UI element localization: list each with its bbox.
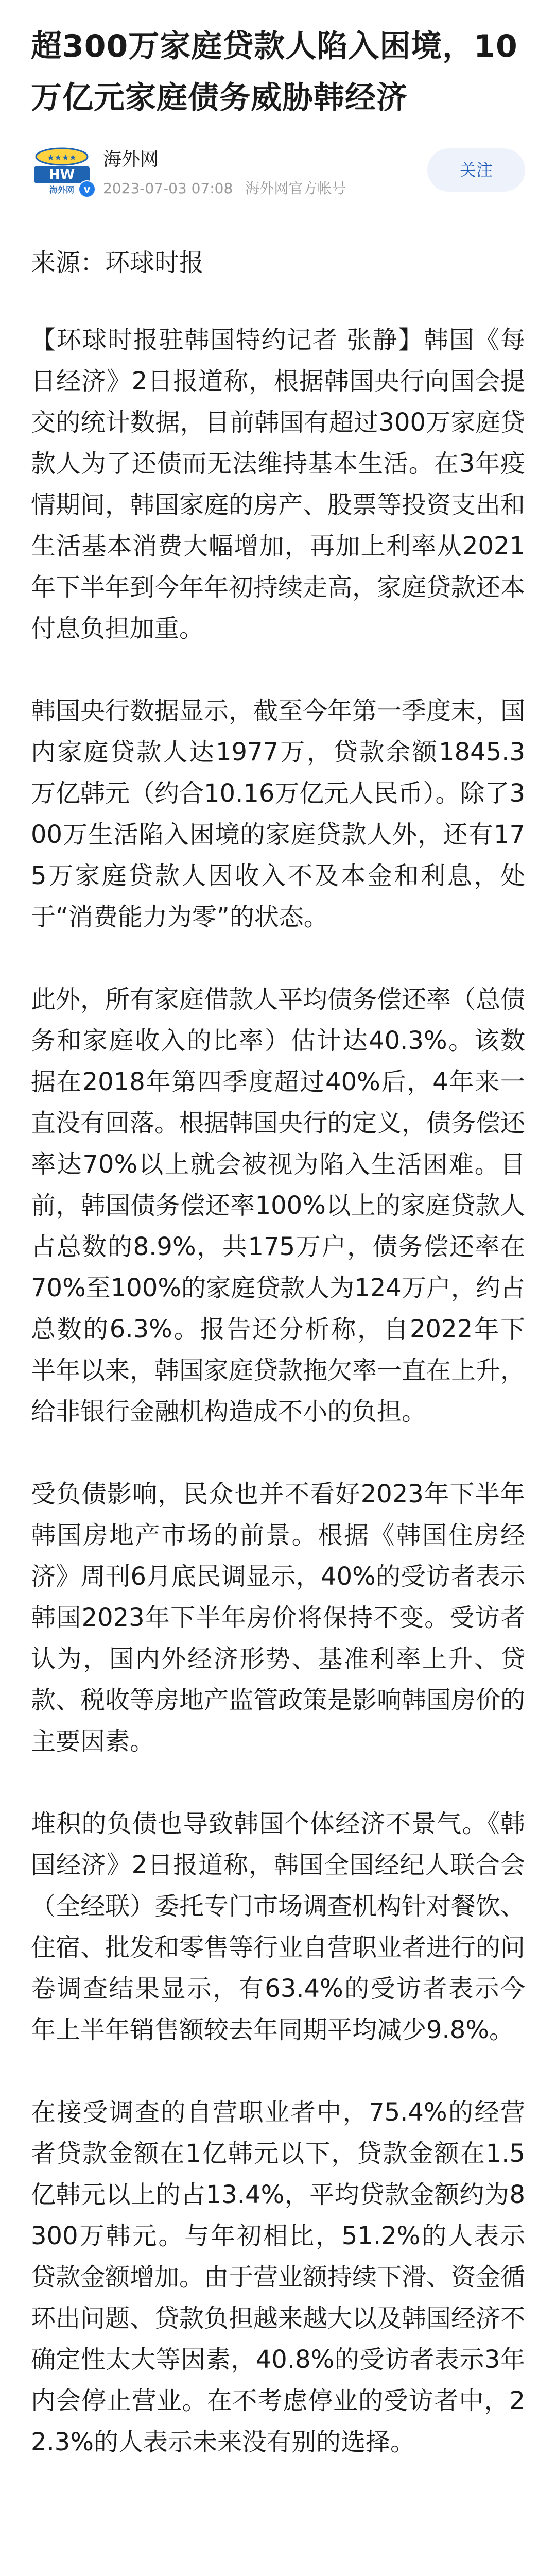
paragraph: 【环球时报驻韩国特约记者 张静】韩国《每日经济》2日报道称，根据韩国央行向国会提交的统计数据，目前韩国有超过300万家庭贷款人为了还债而无法维持基本生活。在3年疫情期间，韩国家庭的房产、股票等投资支出和生活基本消费大幅增加，再加上利率从2021年下半年到今年年初持续走高，家庭贷款还本付息负担加重。: [31, 326, 526, 643]
follow-button[interactable]: 关注: [427, 148, 525, 192]
account-type: 海外网官方帐号: [245, 180, 346, 197]
paragraph: 在接受调查的自营职业者中，75.4%的经营者贷款金额在1亿韩元以下，贷款金额在1.5亿韩元以上的占13.4%，平均贷款金额约为8300万韩元。与年初相比，51.2%的人表示贷款金额增加。由于营业额持续下滑、资金循环出问题、贷款负担越来越大以及韩国经济不确定性太大等因素，40.8%的受访者表示3年内会停止营业。在不考虑停业的受访者中，22.3%的人表示未来没有别的选择。: [31, 2098, 526, 2456]
svg-text:海外网: 海外网: [49, 185, 75, 195]
article-title: 超300万家庭贷款人陷入困境，10万亿元家庭债务威胁韩经济: [31, 28, 518, 116]
paragraph: 此外，所有家庭借款人平均债务偿还率（总债务和家庭收入的比率）估计达40.3%。该数据在2018年第四季度超过40%后，4年来一直没有回落。根据韩国央行的定义，债务偿还率达70%以上就会被视为陷入生活困难。目前，韩国债务偿还率100%以上的家庭贷款人占总数的8.9%，共175万户，债务偿还率在70%至100%的家庭贷款人为124万户，约占总数的6.3%。报告还分析称，自2022年下半年以来，韩国家庭贷款拖欠率一直在上升，给非银行金融机构造成不小的负担。: [31, 985, 526, 1426]
paragraph: 韩国央行数据显示，截至今年第一季度末，国内家庭贷款人达1977万，贷款余额1845.3万亿韩元（约合10.16万亿元人民币）。除了300万生活陷入困境的家庭贷款人外，还有175万家庭贷款人因收入不及本金和利息，处于“消费能力为零”的状态。: [31, 697, 526, 931]
paragraph: 堆积的负债也导致韩国个体经济不景气。《韩国经济》2日报道称，韩国全国经纪人联合会（全经联）委托专门市场调查机构针对餐饮、住宿、批发和零售等行业自营职业者进行的问卷调查结果显示，有63.4%的受访者表示今年上半年销售额较去年同期平均减少9.8%。: [31, 1809, 526, 2044]
verified-badge-icon: v: [78, 180, 96, 198]
publish-date: 2023-07-03 07:08: [103, 180, 233, 197]
source-name[interactable]: 海外网: [103, 149, 159, 170]
publish-info: [103, 178, 346, 199]
svg-text:HW: HW: [48, 167, 75, 182]
article-meta: [31, 140, 525, 212]
article-body: [31, 242, 525, 2504]
svg-text:★★★★: ★★★★: [47, 152, 77, 162]
paragraph: 受负债影响，民众也并不看好2023年下半年韩国房地产市场的前景。根据《韩国住房经济》周刊6月底民调显示，40%的受访者表示韩国2023年下半年房价将保持不变。受访者认为，国内外经济形势、基准利率上升、贷款、税收等房地产监管政策是影响韩国房价的主要因素。: [31, 1480, 526, 1756]
article-source-line: 来源：环球时报: [31, 248, 204, 277]
